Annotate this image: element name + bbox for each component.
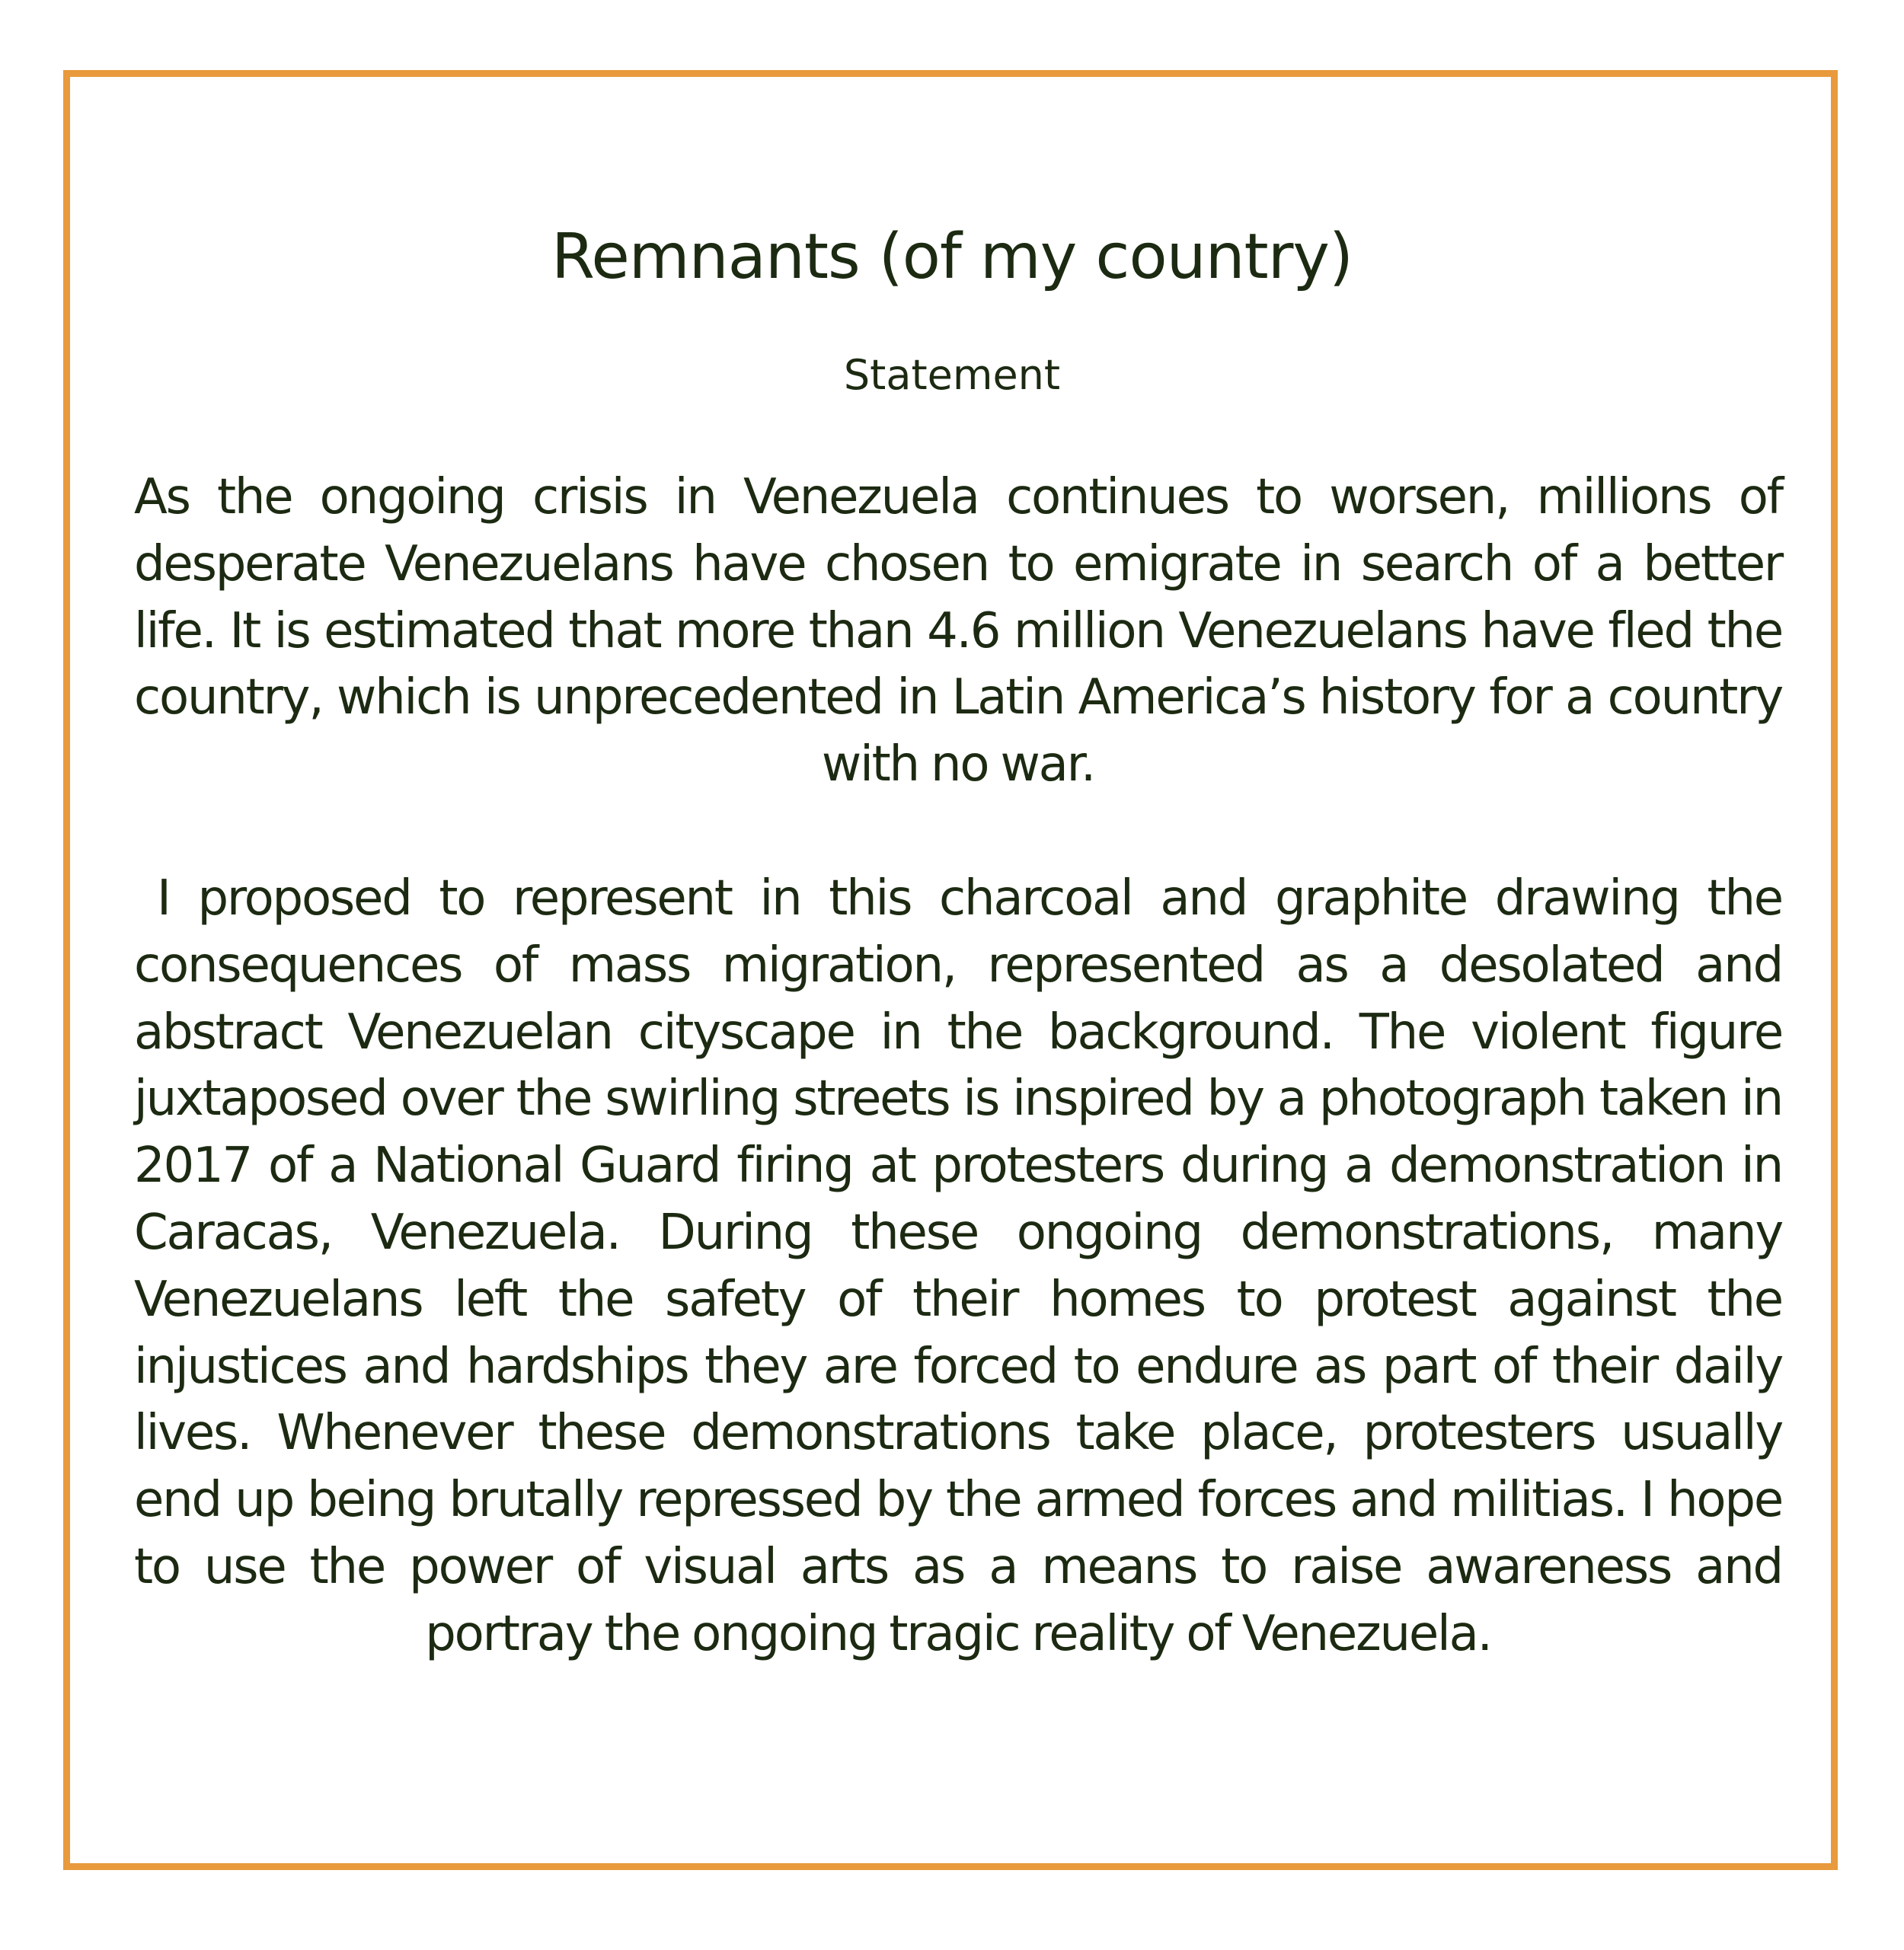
statement-paragraph-1: As the ongoing crisis in Venezuela continues to worsen, millions of desperate Venezuelans have chosen to emigrate in search of a better life. It is estimated that more than 4.6 million Venezuelans have fled the country, which is unprecedented in Latin America’s history for a country with no war.: [134, 469, 1782, 793]
page-subtitle: Statement: [843, 351, 1061, 399]
page-title: Remnants (of my country): [551, 221, 1353, 293]
statement-paragraph-2: I proposed to represent in this charcoal and graphite drawing the consequences of mass migration, represented as a desolated and abstract Venezuelan cityscape in the background. The violent figure juxtaposed over the swirling streets is inspired by a photograph taken in 2017 of a National Guard firing at protesters during a demonstration in Caracas, Venezuela. During these ongoing demonstrations, many Venezuelans left the safety of their homes to protest against the injustices and hardships they are forced to endure as part of their daily lives. Whenever these demonstrations take place, protesters usually end up being brutally repressed by the armed forces and militias. I hope to use the power of visual arts as a means to raise awareness and portray the ongoing tragic reality of Venezuela.: [134, 870, 1782, 1662]
